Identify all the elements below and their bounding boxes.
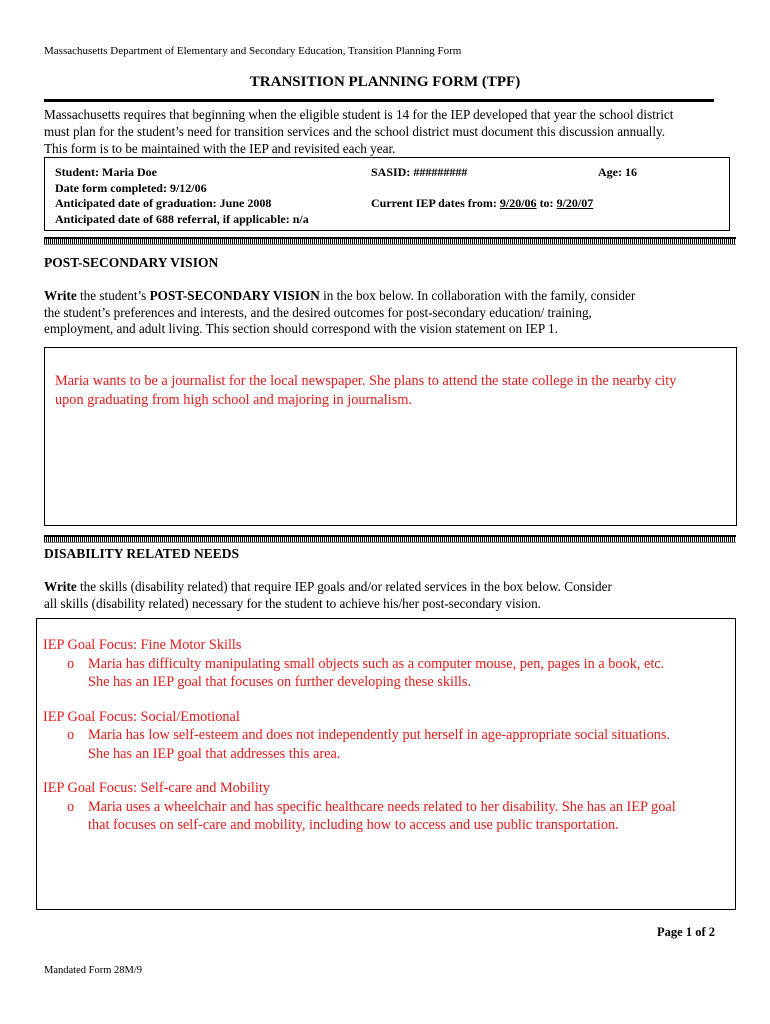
sasid-label: SASID:: [371, 165, 411, 179]
bullet-circle-icon: o: [67, 798, 75, 815]
vision-instr-part-2: in the box below. In collaboration with the family, consider: [319, 288, 636, 303]
goal-block-self-care: [43, 779, 728, 835]
student-label: Student:: [55, 165, 100, 179]
intro-line-2: must plan for the student’s need for transition services and the school district must document this discussion annually.: [44, 124, 666, 139]
intro-line-1: Massachusetts requires that beginning when the eligible student is 14 for the IEP developed that year the school district: [44, 107, 674, 122]
vision-instr-part-1: the student’s: [76, 288, 150, 303]
bullet-circle-icon: o: [67, 655, 75, 672]
iep-to-date: 9/20/07: [556, 196, 594, 210]
vision-answer-line-1: Maria wants to be a journalist for the local newspaper. She plans to attend the state college in the nearby city: [55, 373, 677, 389]
vision-instr-line-1: [44, 288, 734, 305]
date-completed-value: 9/12/06: [169, 180, 207, 195]
age-label: Age:: [598, 165, 622, 179]
student-name: Maria Doe: [102, 165, 157, 179]
student-name-row: [55, 165, 309, 181]
goal-detail: [43, 798, 728, 835]
vision-answer-line-2: upon graduating from high school and majoring in journalism.: [55, 391, 412, 408]
goal-detail-line-1: Maria has difficulty manipulating small objects such as a computer mouse, pen, pages in a book, etc.: [88, 655, 665, 672]
age-row: [598, 165, 637, 181]
graduation-value: June 2008: [219, 196, 272, 210]
date-completed-label: Date form completed:: [55, 180, 167, 195]
goal-detail: [43, 726, 728, 763]
agency-header: Massachusetts Department of Elementary and Secondary Education, Transition Planning Form: [44, 45, 462, 57]
section-divider-2: [44, 535, 736, 543]
date-completed-row: [55, 181, 309, 197]
form-id: Mandated Form 28M/9: [44, 965, 142, 976]
iep-dates-row: [371, 196, 593, 212]
info-box-top-rule: [44, 157, 730, 158]
page-number: Page 1 of 2: [657, 925, 715, 939]
needs-instr-part-1: the skills (disability related) that require IEP goals and/or related services in the box below. Consider: [76, 579, 612, 594]
referral-label: Anticipated date of 688 referral, if applicable:: [55, 211, 290, 226]
intro-text: [44, 106, 724, 157]
iep-from-date: 9/20/06: [499, 196, 537, 210]
needs-instr-bold: Write: [44, 579, 77, 594]
needs-instructions: [44, 579, 734, 612]
graduation-label: Anticipated date of graduation:: [55, 196, 217, 210]
iep-to-label: to:: [539, 196, 554, 210]
goal-detail: [43, 655, 728, 692]
needs-instr-line-1: [44, 579, 734, 596]
goal-detail-line-1: Maria has low self-esteem and does not independently put herself in age-appropriate social situations.: [88, 727, 671, 743]
section-divider-1: [44, 237, 736, 245]
sasid-row: [371, 165, 467, 181]
goal-detail-line-2: She has an IEP goal that addresses this area.: [88, 745, 341, 762]
sasid-value: #########: [413, 165, 468, 179]
goal-block-fine-motor: [43, 636, 728, 692]
form-title: TRANSITION PLANNING FORM (TPF): [249, 74, 521, 90]
vision-instr-line-3: employment, and adult living. This section should correspond with the vision statement on IEP 1.: [44, 321, 558, 336]
goal-detail-line-2: that focuses on self-care and mobility, including how to access and use public transportation.: [88, 817, 619, 833]
referral-row: [55, 212, 309, 228]
title-rule: [44, 99, 714, 102]
intro-line-3: This form is to be maintained with the IEP and revisited each year.: [44, 141, 396, 156]
needs-instr-line-2: all skills (disability related) necessary for the student to achieve his/her post-secondary vision.: [44, 595, 541, 611]
iep-dates-label: Current IEP dates from:: [371, 196, 497, 210]
age-value: 16: [625, 165, 637, 179]
goal-block-social-emotional: [43, 708, 728, 764]
graduation-row: [55, 196, 309, 212]
referral-value: n/a: [292, 211, 309, 226]
goal-detail-line-2: She has an IEP goal that focuses on further developing these skills.: [88, 674, 472, 690]
goal-heading: IEP Goal Focus: Social/Emotional: [43, 708, 240, 725]
vision-instr-bold-1: Write: [44, 288, 77, 303]
needs-answer-text: [43, 636, 728, 835]
vision-answer-text: [55, 372, 730, 409]
bullet-circle-icon: o: [67, 727, 75, 743]
vision-section-title: POST-SECONDARY VISION: [44, 255, 219, 270]
needs-section-title: DISABILITY RELATED NEEDS: [44, 546, 240, 561]
vision-instr-line-2: the student’s preferences and interests, and the desired outcomes for post-secondary education/ training,: [44, 304, 592, 320]
goal-heading: IEP Goal Focus: Self-care and Mobility: [43, 780, 270, 796]
goal-heading: IEP Goal Focus: Fine Motor Skills: [43, 637, 242, 653]
student-info-left: [55, 165, 309, 227]
goal-detail-line-1: Maria uses a wheelchair and has specific healthcare needs related to her disability. She has an IEP goal: [88, 798, 676, 815]
vision-instructions: [44, 288, 734, 338]
vision-instr-bold-2: POST-SECONDARY VISION: [149, 288, 320, 303]
